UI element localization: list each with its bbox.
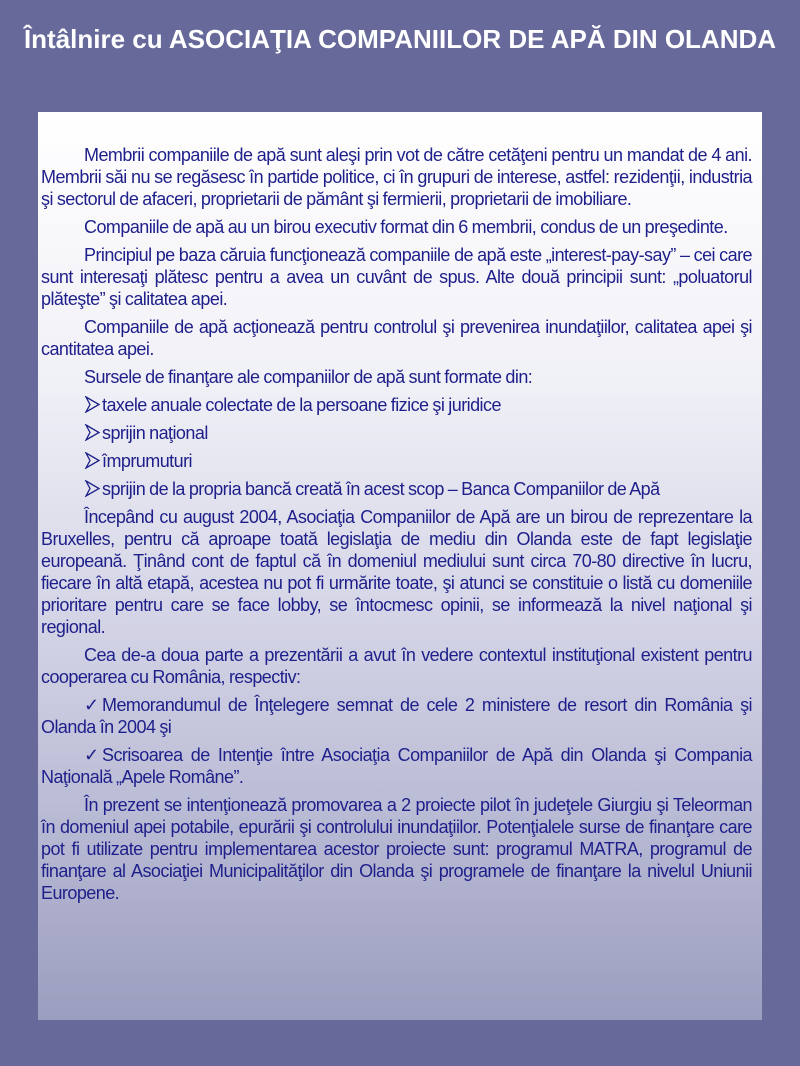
list-item-text: împrumuturi bbox=[102, 451, 192, 471]
list-item bbox=[41, 478, 752, 500]
list-item-text: taxele anuale colectate de la persoane fizice şi juridice bbox=[102, 395, 501, 415]
content-box bbox=[38, 112, 762, 1020]
paragraph-brussels-office: Începând cu august 2004, Asociaţia Companiilor de Apă are un birou de reprezentare la Bruxelles, pentru că aproape toată legislaţia de mediu din Olanda este de fapt legislaţie europeană. Ţinând cont de faptul că în domeniul mediului sunt circa 70-80 directive în lucru, fiecare în altă etapă, acestea nu pot fi urmărite toate, şi atunci se constituie o listă cu domeniile prioritare pentru care se face lobby, se întocmesc opinii, se informează la nivel naţional şi regional. bbox=[41, 507, 752, 637]
list-item bbox=[41, 422, 752, 444]
list-item-text: sprijin de la propria bancă creată în acest scop – Banca Companiilor de Apă bbox=[102, 479, 660, 499]
checkmark-icon: ✓ bbox=[84, 745, 99, 765]
arrowhead-bullet-icon bbox=[84, 422, 102, 444]
list-item-text: sprijin naţional bbox=[102, 423, 208, 443]
list-item bbox=[41, 744, 752, 788]
paragraph-cooperation-intro: Cea de-a doua parte a prezentării a avut în vedere contextul instituţional existent pentru cooperarea cu România, respectiv: bbox=[41, 645, 752, 687]
cooperation-list bbox=[41, 694, 752, 788]
list-item bbox=[41, 450, 752, 472]
paragraph-responsibilities: Companiile de apă acţionează pentru controlul şi prevenirea inundaţiilor, calitatea apei şi cantitatea apei. bbox=[41, 317, 752, 359]
arrowhead-bullet-icon bbox=[84, 478, 102, 500]
list-item-text: Scrisoarea de Intenţie între Asociaţia Companiilor de Apă din Olanda şi Compania Naţională „Apele Române”. bbox=[41, 745, 752, 787]
arrowhead-bullet-icon bbox=[84, 450, 102, 472]
paragraph-principles: Principiul pe baza căruia funcţionează companiile de apă este „interest-pay-say” – cei care sunt interesaţi plătesc pentru a avea un cuvânt de spus. Alte două principii sunt: „poluatorul plăteşte” şi calitatea apei. bbox=[41, 245, 752, 309]
list-item bbox=[41, 394, 752, 416]
slide-title: Întâlnire cu ASOCIAŢIA COMPANIILOR DE APĂ DIN OLANDA bbox=[23, 24, 777, 54]
paragraph-funding-intro: Sursele de finanţare ale companiilor de apă sunt formate din: bbox=[84, 367, 533, 387]
list-item bbox=[41, 694, 752, 738]
checkmark-icon: ✓ bbox=[84, 695, 99, 715]
funding-sources-list bbox=[41, 394, 752, 500]
paragraph-executive-board: Companiile de apă au un birou executiv format din 6 membrii, condus de un preşedinte. bbox=[84, 217, 728, 237]
paragraph-pilot-projects: În prezent se intenţionează promovarea a 2 proiecte pilot în judeţele Giurgiu şi Teleorman în domeniul apei potabile, epurării şi controlului inundaţiilor. Potenţialele surse de finanţare care pot fi utilizate pentru implementarea acestor proiecte sunt: programul MATRA, programul de finanţare al Asociaţiei Municipalităţilor din Olanda şi programele de finanţare la nivelul Uniunii Europene. bbox=[41, 795, 752, 903]
paragraph-council-members: Membrii companiile de apă sunt aleşi prin vot de către cetăţeni pentru un mandat de 4 ani. Membrii săi nu se regăsesc în partide politice, ci în grupuri de interese, astfel: rezidenţii, industria şi sectorul de afaceri, proprietarii de pământ şi fermierii, proprietarii de imobiliare. bbox=[41, 145, 752, 209]
list-item-text: Memorandumul de Înţelegere semnat de cele 2 ministere de resort din România şi Olanda în 2004 şi bbox=[41, 695, 752, 737]
arrowhead-bullet-icon bbox=[84, 394, 102, 416]
